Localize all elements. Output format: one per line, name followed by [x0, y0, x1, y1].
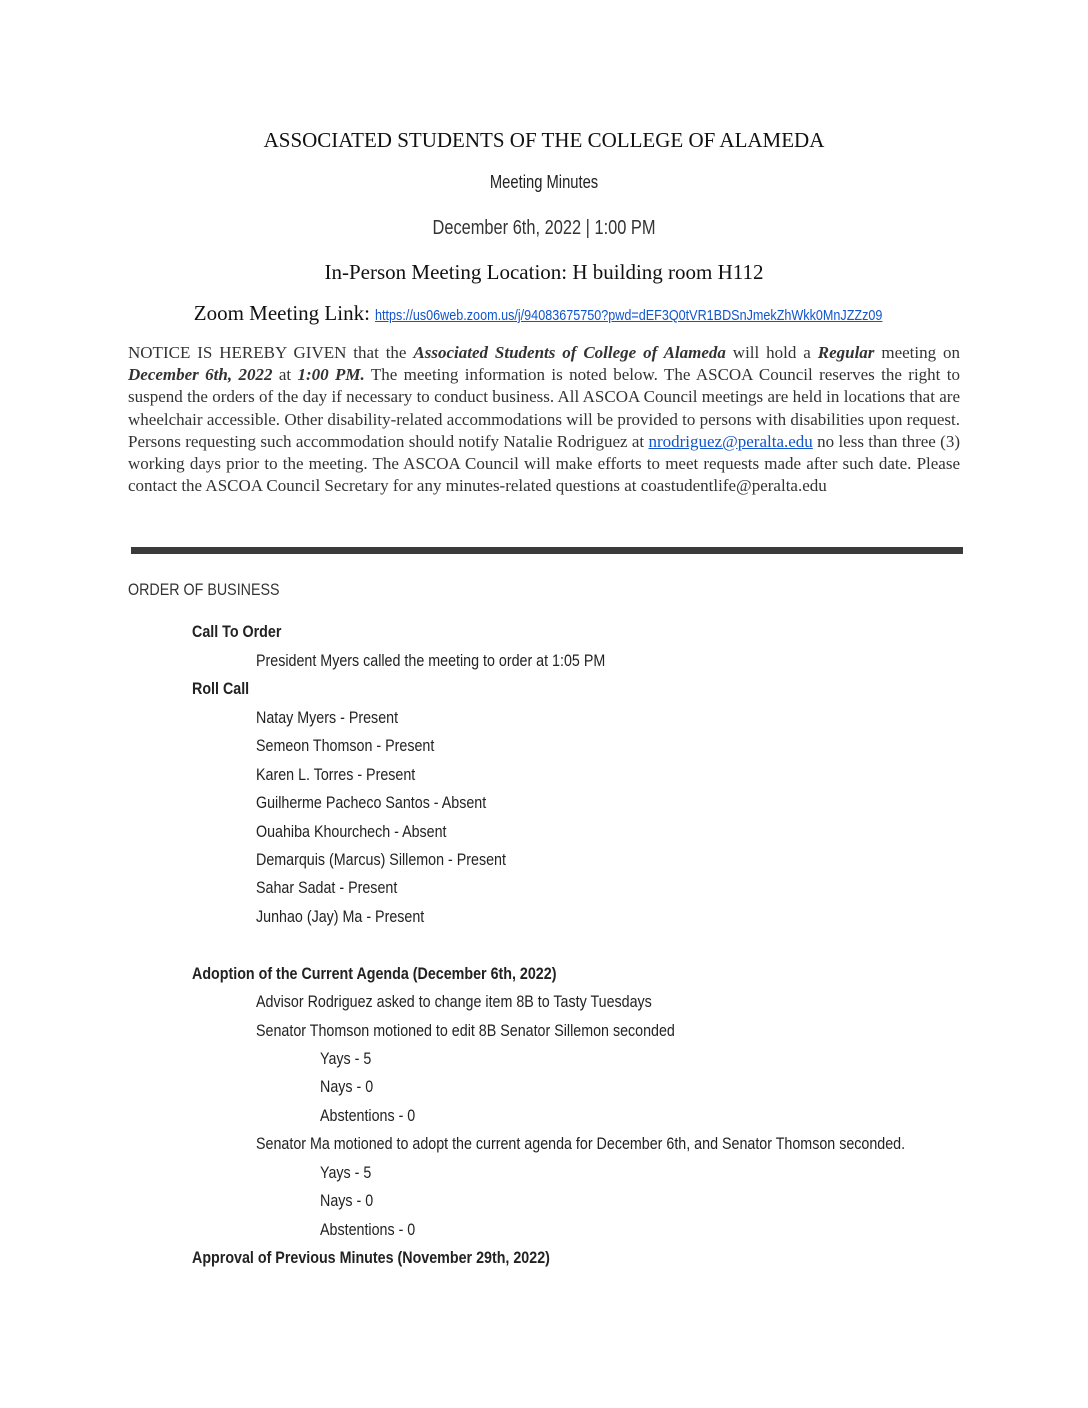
- list-item-text: Call To Order: [192, 622, 282, 641]
- order-of-business-label: ORDER OF BUSINESS: [128, 580, 280, 599]
- list-item-text: Junhao (Jay) Ma - Present: [256, 907, 425, 926]
- list-item-text: Advisor Rodriguez asked to change item 8B to Tasty Tuesdays: [256, 992, 652, 1011]
- list-item-text: Nays - 0: [320, 1077, 374, 1096]
- list-item-text: Approval of Previous Minutes (November 29th, 2022): [192, 1248, 550, 1267]
- contact-email-link[interactable]: nrodriguez@peralta.edu: [648, 431, 813, 451]
- list-item-text: Abstentions - 0: [320, 1106, 416, 1125]
- notice-text-6: no less than three (3) working days prior to the meeting. The ASCOA Council will make efforts to meet requests made after such date. Please contact the ASCOA Council Secretary for any minutes-related questions at coastudentlife@peralta.edu: [128, 431, 960, 496]
- notice-text-4: at: [272, 365, 298, 385]
- notice-text-3: meeting on: [874, 343, 961, 362]
- notice-time: 1:00 PM.: [297, 365, 365, 385]
- meeting-date-row: [0, 217, 1088, 240]
- list-item-text: Guilherme Pacheco Santos - Absent: [256, 793, 487, 812]
- list-item-text: Karen L. Torres - Present: [256, 765, 416, 784]
- meeting-location: In-Person Meeting Location: H building room H112: [324, 260, 764, 284]
- document-title: Meeting Minutes: [489, 172, 599, 192]
- notice-meeting-type: Regular: [817, 343, 875, 362]
- notice-text-2: will hold a: [725, 343, 818, 362]
- order-of-business-heading: [128, 580, 308, 600]
- list-item-text: Senator Thomson motioned to edit 8B Senator Sillemon seconded: [256, 1021, 675, 1040]
- zoom-meeting-link[interactable]: https://us06web.zoom.us/j/94083675750?pwd=dEF3Q0tVR1BDSnJmekZhWkk0MnJZZz09: [375, 307, 883, 324]
- list-item-text: Roll Call: [192, 679, 250, 698]
- organization-title: ASSOCIATED STUDENTS OF THE COLLEGE OF ALAMEDA: [263, 128, 825, 152]
- list-item-text: Semeon Thomson - Present: [256, 736, 435, 755]
- list-item-text: President Myers called the meeting to order at 1:05 PM: [256, 651, 606, 670]
- notice-text-1: NOTICE IS HEREBY GIVEN that the: [128, 343, 414, 362]
- notice-date: December 6th, 2022: [128, 365, 273, 385]
- list-item-text: Demarquis (Marcus) Sillemon - Present: [256, 850, 506, 869]
- zoom-row: [0, 301, 1088, 326]
- zoom-label: Zoom Meeting Link:: [193, 301, 376, 325]
- meeting-date-time: December 6th, 2022 | 1:00 PM: [432, 217, 656, 239]
- list-item-text: Senator Ma motioned to adopt the current agenda for December 6th, and Senator Thomson seconded.: [256, 1134, 906, 1153]
- notice-org-name: Associated Students of College of Alameda: [413, 343, 726, 362]
- document-title-row: [0, 172, 1088, 193]
- list-item-text: Abstentions - 0: [320, 1220, 416, 1239]
- list-item-text: Nays - 0: [320, 1191, 374, 1210]
- list-item-text: Ouahiba Khourchech - Absent: [256, 822, 447, 841]
- section-divider: [131, 547, 963, 554]
- list-item-text: Yays - 5: [320, 1163, 372, 1182]
- list-item-text: Yays - 5: [320, 1049, 372, 1068]
- list-item-text: Sahar Sadat - Present: [256, 878, 398, 897]
- notice-text-5: The meeting information is noted below. The ASCOA Council reserves the right to suspend the orders of the day if necessary to conduct business. All ASCOA Council meetings are held in locations that are wheelchair accessible. Other disability-related accommodations will be provided to persons with disabilities upon request. Persons requesting such accommodation should notify Natalie Rodriguez at: [128, 365, 960, 451]
- list-item-text: Adoption of the Current Agenda (December 6th, 2022): [192, 964, 557, 983]
- list-item-text: Natay Myers - Present: [256, 708, 399, 727]
- notice-paragraph: [128, 342, 960, 497]
